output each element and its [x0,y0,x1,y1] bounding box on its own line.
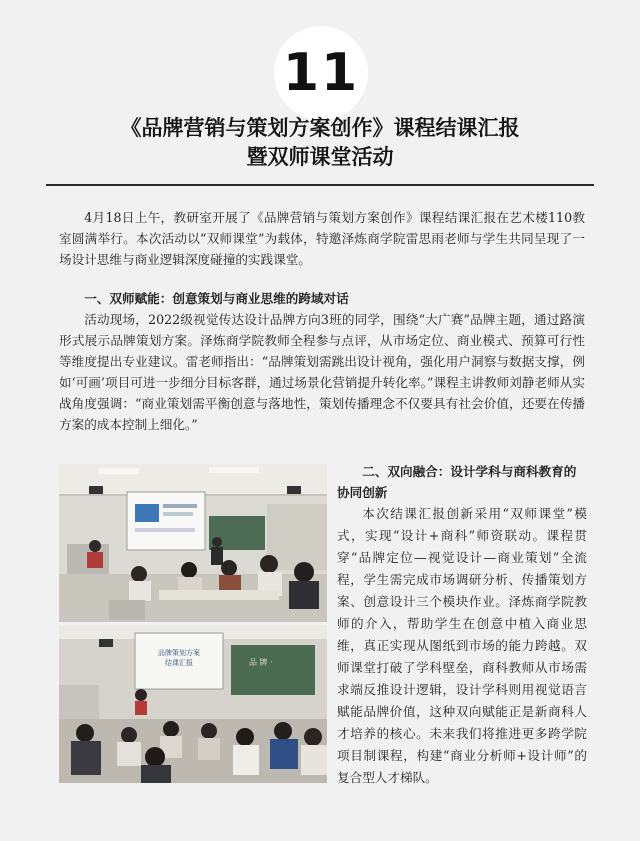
chalkboard-writing: 品 牌 · [249,658,273,667]
intro-paragraph: 4月18日上午，教研室开展了《品牌营销与策划方案创作》课程结课汇报在艺术楼110教室圆满举行。本次活动以“双师课堂”为载体，特邀泽炼商学院雷思雨老师与学生共同呈现了一场设计思维与商业逻辑深度碰撞的实践课堂。 [59,210,585,267]
classroom-photo-1 [59,464,327,622]
projector-slide-title: 品牌策划方案 [158,649,200,657]
section2-heading: 二、双向融合：设计学科与商科教育的协同创新 [337,464,577,500]
projector-slide-subtitle: 结课汇报 [165,659,193,667]
section1-body: 活动现场，2022级视觉传达设计品牌方向3班的同学，围绕“大广赛”品牌主题，通过路演形式展示品牌策划方案。泽炼商学院教师全程参与点评，从市场定位、商业模式、预算可行性等维度提出专业建议。雷老师指出：“品牌策划需跳出设计视角，强化用户洞察与数据支撑，例如‘可画’项目可进一步细分目标客群，通过场景化营销提升转化率。”课程主讲教师刘静老师从实战角度强调：“商业策划需平衡创意与落地性，策划传播理念不仅要具有社会价值，还要在传播方案的成本控制上细化。” [59,312,585,432]
classroom-scene-2 [59,625,327,783]
classroom-photo-2 [59,625,327,783]
page-title [0,114,640,172]
section2-body: 本次结课汇报创新采用“双师课堂”模式，实现“设计+商科”师资联动。课程贯穿“品牌定位—视觉设计—商业策划”全流程，学生需完成市场调研分析、传播策划方案、创意设计三个模块作业。泽炼商学院教师的介入，帮助学生在创意中植入商业思维，真正实现从图纸到市场的能力跨越。双师课堂打破了学科壁垒，商科教师从市场需求端反推设计逻辑，设计学科则用视觉语言赋能品牌价值，这种双向赋能正是新商科人才培养的核心。未来我们将推进更多跨学院项目制课程，构建“商业分析师+设计师”的复合型人才梯队。 [337,506,587,785]
title-line-1: 《品牌营销与策划方案创作》课程结课汇报 [120,116,520,140]
title-line-2: 暨双师课堂活动 [246,145,394,169]
page-number-badge [274,26,368,120]
section1-heading: 一、双师赋能：创意策划与商业思维的跨域对话 [84,291,349,306]
classroom-scene-1 [59,464,327,622]
page-number: 11 [282,43,360,103]
title-divider [46,184,594,186]
